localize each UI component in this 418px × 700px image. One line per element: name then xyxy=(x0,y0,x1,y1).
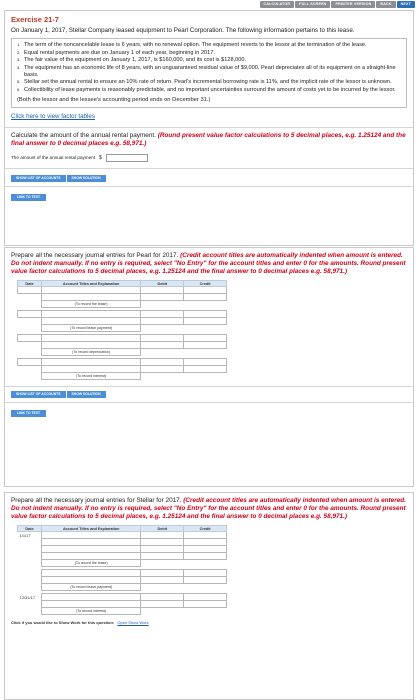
account-input[interactable] xyxy=(41,577,140,584)
calculator-button[interactable]: CALCULATOR xyxy=(260,1,295,8)
show-list-of-accounts-button[interactable]: SHOW LIST OF ACCOUNTS xyxy=(11,391,66,398)
column-header: Account Titles and Explanation xyxy=(41,526,140,532)
table-row xyxy=(18,553,227,560)
exercise-panel xyxy=(4,10,414,246)
exercise-title: Exercise 21-7 xyxy=(11,15,59,24)
annual-rental-label: The amount of the annual rental payment xyxy=(11,155,96,160)
debit-input[interactable] xyxy=(141,318,184,325)
credit-input[interactable] xyxy=(184,294,227,301)
divider xyxy=(5,168,413,169)
part1-buttons xyxy=(11,175,407,182)
debit-input[interactable] xyxy=(141,287,184,294)
credit-input[interactable] xyxy=(184,359,227,366)
account-input[interactable] xyxy=(41,342,140,349)
part2-question: Prepare all the necessary journal entries for Pearl for 2017. (Credit account titles are automatically indented when amount is entered. Do not indent manually. If no entry is required, select "No Entry" for the account titles and enter 0 for the amounts. Round present value factor calculations to 5 decimal places, e.g. 1.25124 and the final answer to 0 decimal places e.g. 58,971.) xyxy=(11,252,406,275)
table-row xyxy=(18,539,227,546)
entry-label: (To record the lease) xyxy=(41,301,140,308)
column-header: Debit xyxy=(141,281,184,287)
link-to-text-button[interactable]: LINK TO TEXT xyxy=(11,410,46,417)
debit-input[interactable] xyxy=(141,335,184,342)
show-solution-button[interactable]: SHOW SOLUTION xyxy=(67,175,106,182)
credit-input[interactable] xyxy=(184,342,227,349)
date-input[interactable] xyxy=(18,359,42,366)
lease-info-box xyxy=(11,38,407,108)
debit-input[interactable] xyxy=(141,311,184,318)
table-row xyxy=(18,294,227,301)
credit-input[interactable] xyxy=(184,287,227,294)
factor-tables-link[interactable]: Click here to view factor tables xyxy=(11,112,95,120)
divider xyxy=(5,186,413,187)
top-toolbar xyxy=(0,0,418,10)
entry-label: (To record lease payment) xyxy=(41,584,140,591)
info-item: 2. Equal rental payments are due on January 1 of each year, beginning in 2017. xyxy=(17,49,215,56)
debit-input[interactable] xyxy=(141,359,184,366)
table-row xyxy=(18,359,227,366)
divider xyxy=(5,386,413,387)
part3-question: Prepare all the necessary journal entries for Stellar for 2017. (Credit account titles are automatically indented when amount is entered. Do not indent manually. If no entry is required, select "No Entry" for the account titles and enter 0 for the amounts. Round present value factor calculations to 5 decimal places, e.g. 1.25124 and the final answer to 0 decimal places e.g. 58,971.) xyxy=(11,497,406,520)
entry-date: 1/1/17 xyxy=(19,532,31,538)
column-header: Debit xyxy=(141,526,184,532)
annual-rental-answer-row xyxy=(11,154,407,162)
column-header: Credit xyxy=(184,281,227,287)
table-row xyxy=(18,546,227,553)
info-item: 4. The equipment has an economic life of 8 years, with an unguaranteed residual value of $9,000. Pearl depreciates all of its equipment on a straight-line basis. xyxy=(17,64,396,78)
column-header: Account Titles and Explanation xyxy=(41,281,140,287)
account-input[interactable] xyxy=(41,601,140,608)
currency-symbol: $ xyxy=(99,154,102,161)
table-row xyxy=(18,287,227,294)
annual-rental-input[interactable] xyxy=(106,154,148,162)
debit-input[interactable] xyxy=(141,366,184,373)
column-header: Credit xyxy=(184,526,227,532)
debit-input[interactable] xyxy=(141,601,184,608)
show-solution-button[interactable]: SHOW SOLUTION xyxy=(67,391,106,398)
printer-version-button[interactable]: PRINTER VERSION xyxy=(331,1,375,8)
pearl-journal-table xyxy=(17,280,227,380)
back-button[interactable]: BACK xyxy=(376,1,395,8)
credit-input[interactable] xyxy=(184,366,227,373)
next-button[interactable]: NEXT xyxy=(397,1,415,8)
toolbar-buttons xyxy=(260,1,415,8)
credit-input[interactable] xyxy=(184,532,227,539)
debit-input[interactable] xyxy=(141,594,184,601)
info-item: 3. The fair value of the equipment on January 1, 2017, is $160,000, and its cost is $128,000. xyxy=(17,57,247,63)
credit-input[interactable] xyxy=(184,577,227,584)
table-row xyxy=(18,570,227,577)
account-input[interactable] xyxy=(41,294,140,301)
debit-input[interactable] xyxy=(141,553,184,560)
pearl-journal-panel xyxy=(4,247,414,487)
entry-label: (To record lease payment) xyxy=(41,325,140,332)
date-input[interactable] xyxy=(18,311,42,318)
debit-input[interactable] xyxy=(141,577,184,584)
entry-label: (To record depreciation) xyxy=(41,349,140,356)
account-input[interactable] xyxy=(41,532,140,539)
account-input[interactable] xyxy=(41,570,140,577)
entry-date: 12/31/17 xyxy=(19,594,36,600)
entry-label: (To record interest) xyxy=(41,608,140,615)
account-input[interactable] xyxy=(41,359,140,366)
part2-buttons xyxy=(11,391,407,398)
open-show-work-link[interactable]: Open Show Work xyxy=(117,620,149,625)
accounting-period-note: (Both the lessor and the lessee's accounting period ends on December 31.) xyxy=(17,96,211,103)
info-item: 5. Stellar set the annual rental to ensure an 10% rate of return. Pearl's incremental borrowing rate is 11%, and the implicit rate of the lessor is unknown. xyxy=(17,79,392,85)
credit-input[interactable] xyxy=(184,335,227,342)
account-input[interactable] xyxy=(41,553,140,560)
credit-input[interactable] xyxy=(184,553,227,560)
debit-input[interactable] xyxy=(141,546,184,553)
debit-input[interactable] xyxy=(141,294,184,301)
account-input[interactable] xyxy=(41,311,140,318)
account-input[interactable] xyxy=(41,546,140,553)
table-row xyxy=(18,335,227,342)
account-input[interactable] xyxy=(41,366,140,373)
account-input[interactable] xyxy=(41,539,140,546)
debit-input[interactable] xyxy=(141,570,184,577)
info-item: 1. The term of the noncancelable lease is 6 years, with no renewal option. The equipment reverts to the lessor at the termination of the lease. xyxy=(17,42,367,48)
debit-input[interactable] xyxy=(141,539,184,546)
column-header: Date xyxy=(18,281,42,287)
table-row xyxy=(18,342,227,349)
table-row xyxy=(18,318,227,325)
credit-input[interactable] xyxy=(184,539,227,546)
date-input[interactable] xyxy=(18,335,42,342)
stellar-journal-table xyxy=(17,525,227,615)
entry-label: (To record interest) xyxy=(41,373,140,380)
table-row xyxy=(18,532,227,539)
date-input[interactable] xyxy=(18,287,42,294)
exercise-intro: On January 1, 2017, Stellar Company leased equipment to Pearl Corporation. The following information pertains to this lease. xyxy=(11,27,355,34)
table-row xyxy=(18,366,227,373)
account-input[interactable] xyxy=(41,287,140,294)
divider xyxy=(5,402,413,403)
table-row xyxy=(18,594,227,601)
credit-input[interactable] xyxy=(184,311,227,318)
account-input[interactable] xyxy=(41,335,140,342)
credit-input[interactable] xyxy=(184,570,227,577)
account-input[interactable] xyxy=(41,318,140,325)
show-list-of-accounts-button[interactable]: SHOW LIST OF ACCOUNTS xyxy=(11,175,66,182)
account-input[interactable] xyxy=(41,594,140,601)
table-row xyxy=(18,601,227,608)
column-header: Date xyxy=(18,526,42,532)
stellar-journal-panel xyxy=(4,492,414,700)
link-to-text-button[interactable]: LINK TO TEXT xyxy=(11,194,46,201)
divider xyxy=(5,127,413,128)
info-item: 6. Collectibility of lease payments is reasonably predictable, and no important uncertainties surround the amount of costs yet to be incurred by the lessor. xyxy=(17,86,396,93)
show-work-prompt: Click if you would like to Show Work for this question: Open Show Work xyxy=(11,620,149,625)
table-row xyxy=(18,311,227,318)
full-screen-button[interactable]: FULL SCREEN xyxy=(295,1,330,8)
credit-input[interactable] xyxy=(184,594,227,601)
table-row xyxy=(18,577,227,584)
credit-input[interactable] xyxy=(184,546,227,553)
part1-question: Calculate the amount of the annual rental payment. (Round present value factor calculations to 5 decimal places, e.g. 1.25124 and the final answer to 0 decimal places e.g. 58,971.) xyxy=(11,131,406,147)
credit-input[interactable] xyxy=(184,318,227,325)
credit-input[interactable] xyxy=(184,601,227,608)
debit-input[interactable] xyxy=(141,532,184,539)
entry-label: (To record the lease) xyxy=(41,560,140,567)
debit-input[interactable] xyxy=(141,342,184,349)
